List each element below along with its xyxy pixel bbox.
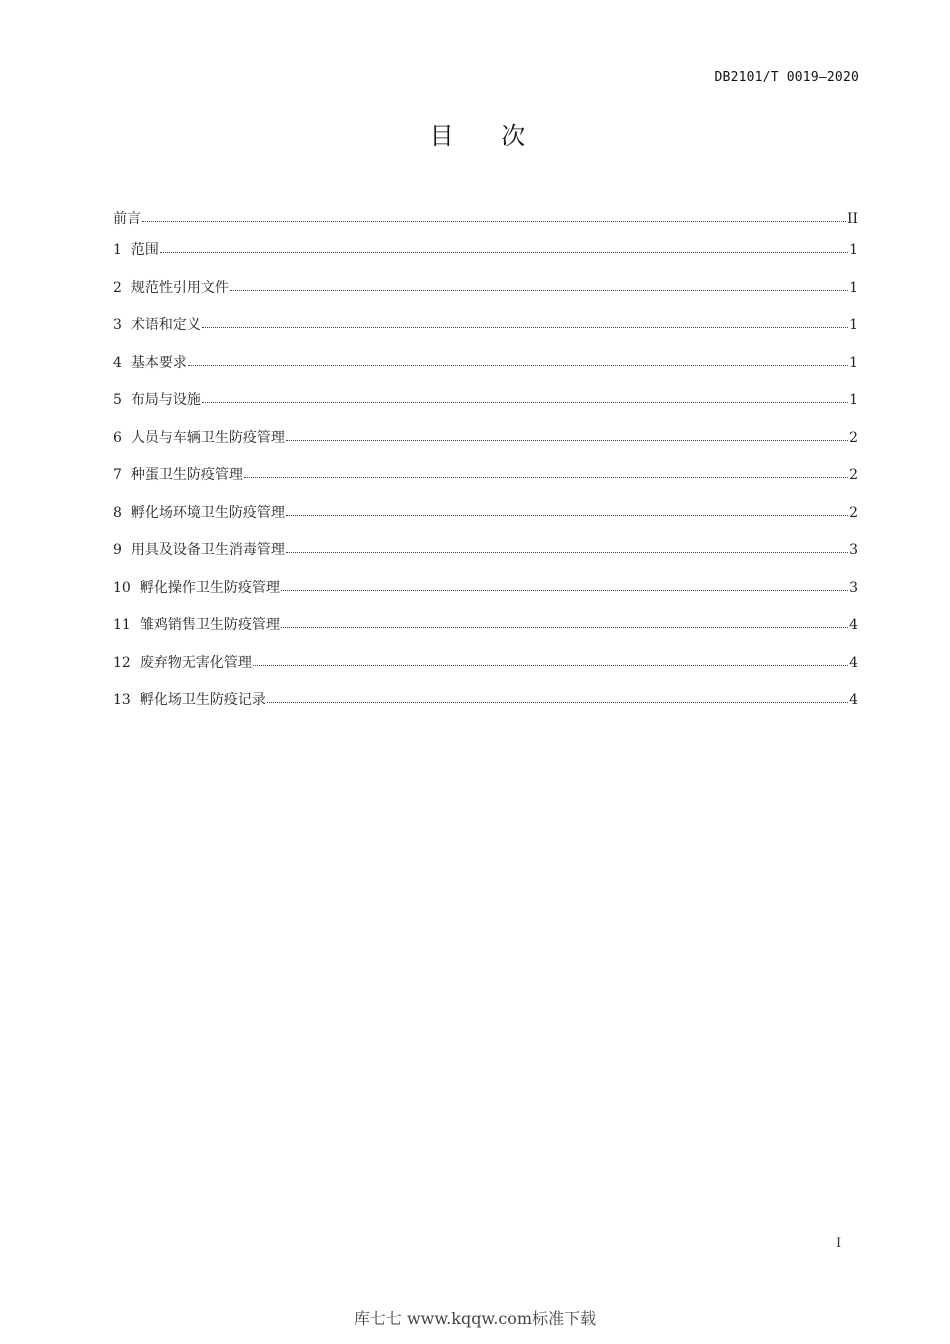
toc-entry[interactable] [113, 277, 858, 315]
dot-leader [230, 289, 848, 291]
toc-entry-page: II [846, 211, 858, 227]
toc-entry-title: 雏鸡销售卫生防疫管理 [139, 617, 280, 633]
toc-entry-page: 2 [849, 504, 858, 521]
toc-entry-page: 1 [849, 354, 858, 371]
dot-leader [142, 220, 846, 222]
toc-entry-number: 1 [113, 242, 122, 258]
toc-entry-page: 1 [849, 242, 858, 258]
toc-entry[interactable] [113, 314, 858, 352]
toc-entry[interactable] [113, 539, 858, 577]
toc-entry-number: 7 [113, 467, 122, 483]
toc-entry-title: 基本要求 [130, 354, 187, 371]
dot-leader [253, 664, 848, 666]
toc-entry-page: 4 [849, 692, 858, 708]
dot-leader [286, 514, 848, 516]
toc-entry-label [113, 239, 159, 261]
dot-leader [286, 439, 848, 441]
toc-entry[interactable] [113, 208, 858, 239]
toc-entry-number: 6 [113, 429, 122, 446]
toc-entry-title: 废弃物无害化管理 [139, 654, 252, 671]
toc-entry-label [113, 502, 285, 524]
toc-entry-title: 布局与设施 [130, 392, 201, 408]
dot-leader [202, 401, 848, 403]
toc-entry-page: 3 [849, 542, 858, 558]
toc-entry-title: 孵化场卫生防疫记录 [139, 692, 266, 708]
dot-leader [286, 551, 848, 553]
toc-entry[interactable] [113, 614, 858, 652]
toc-entry-title: 孵化场环境卫生防疫管理 [130, 504, 285, 521]
watermark-text: 库七七 www.kqqw.com标准下载 [353, 1309, 597, 1328]
toc-entry-page: 2 [849, 467, 858, 483]
toc-entry-page: 4 [849, 654, 858, 671]
toc-entry-page: 1 [849, 279, 858, 296]
toc-entry-number: 4 [113, 354, 122, 371]
toc-entry[interactable] [113, 502, 858, 540]
toc-entry-label [113, 314, 201, 336]
dot-leader [281, 589, 848, 591]
toc-entry-label [113, 464, 243, 486]
toc-entry-label [113, 614, 280, 636]
toc-entry-title: 范围 [130, 242, 159, 258]
toc-entry-label [113, 277, 229, 299]
toc-entry-title: 用具及设备卫生消毒管理 [130, 542, 285, 558]
toc-entry-number: 11 [113, 617, 131, 633]
toc-title: 目 次 [429, 122, 546, 150]
toc-entry-number: 12 [113, 654, 131, 671]
toc-entry-title: 术语和定义 [130, 317, 201, 333]
page-number: I [836, 1236, 842, 1251]
toc-entry-number: 3 [113, 317, 122, 333]
toc-entry[interactable] [113, 689, 858, 727]
toc-entry-label [113, 539, 285, 561]
toc-entry-title: 孵化操作卫生防疫管理 [139, 579, 280, 596]
dot-leader [202, 326, 848, 328]
toc-entry[interactable] [113, 464, 858, 502]
toc-entry-number: 8 [113, 504, 122, 521]
toc-entry-number: 9 [113, 542, 122, 558]
toc-entry-page: 4 [849, 617, 858, 633]
table-of-contents [113, 208, 858, 727]
toc-entry-label [113, 427, 285, 449]
toc-entry[interactable] [113, 427, 858, 465]
toc-entry-number: 2 [113, 279, 122, 296]
toc-entry-number: 10 [113, 579, 131, 596]
toc-entry-title: 规范性引用文件 [130, 279, 229, 296]
toc-entry-title: 前言 [113, 211, 141, 227]
dot-leader [160, 251, 848, 253]
toc-entry-page: 1 [849, 317, 858, 333]
toc-entry[interactable] [113, 577, 858, 615]
toc-entry-label [113, 652, 252, 674]
toc-entry-label [113, 689, 266, 711]
toc-entry[interactable] [113, 652, 858, 690]
toc-entry-number: 5 [113, 392, 122, 408]
toc-entry-label [113, 352, 187, 374]
toc-entry-page: 2 [849, 429, 858, 446]
dot-leader [281, 626, 848, 628]
dot-leader [267, 701, 848, 703]
toc-entry-page: 3 [849, 579, 858, 596]
toc-entry-label [113, 389, 201, 411]
dot-leader [188, 364, 848, 366]
toc-entry[interactable] [113, 239, 858, 277]
toc-entry-label [113, 208, 141, 230]
document-code: DB2101/T 0019—2020 [714, 70, 859, 85]
dot-leader [244, 476, 848, 478]
toc-entry[interactable] [113, 352, 858, 390]
toc-entry-number: 13 [113, 692, 131, 708]
toc-entry-label [113, 577, 280, 599]
toc-entry-page: 1 [849, 392, 858, 408]
toc-entry-title: 人员与车辆卫生防疫管理 [130, 429, 285, 446]
toc-entry[interactable] [113, 389, 858, 427]
toc-entry-title: 种蛋卫生防疫管理 [130, 467, 243, 483]
